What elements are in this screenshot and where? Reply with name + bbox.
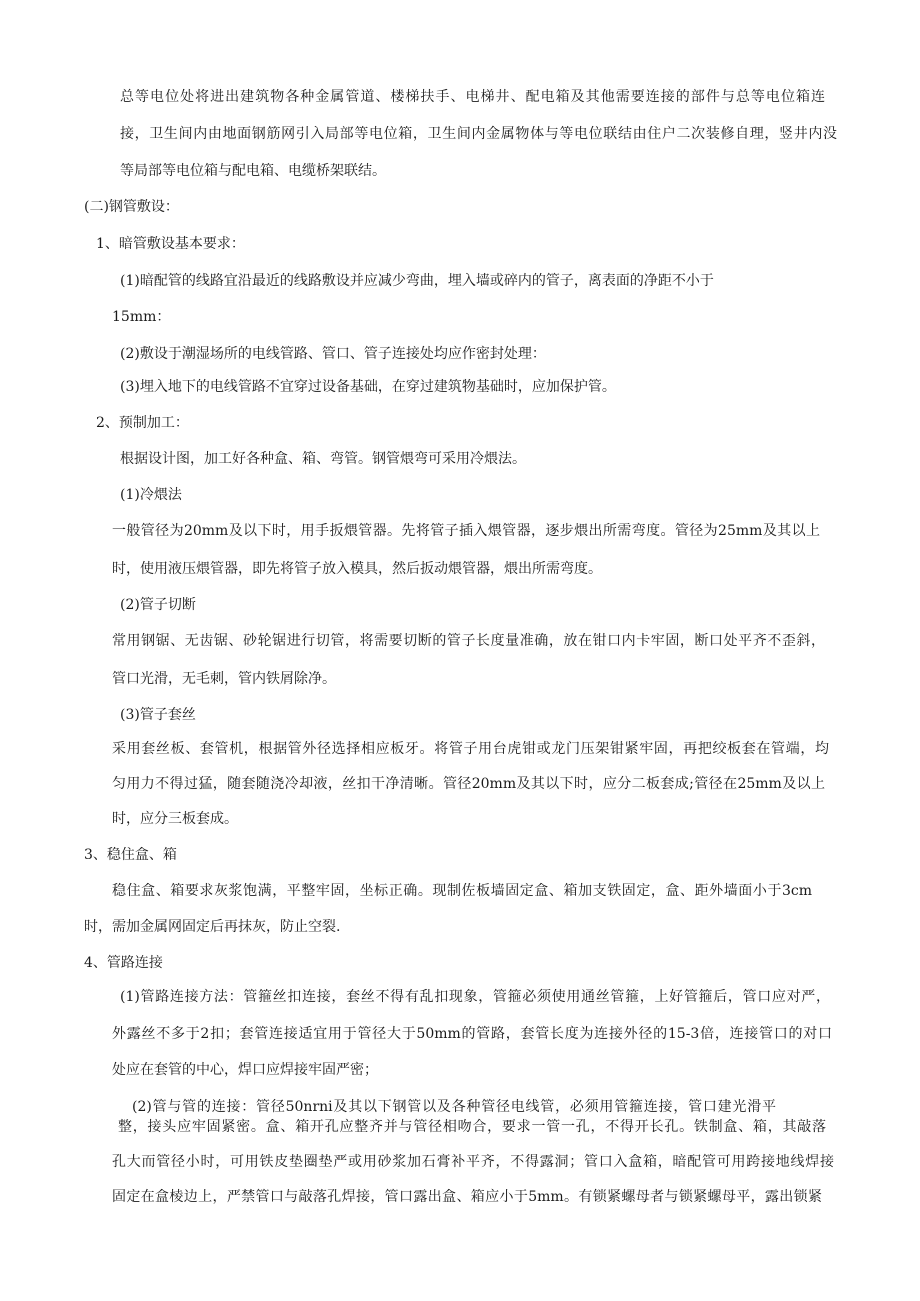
text-line: 孔大而管径小时，可用铁皮垫圈垫严或用砂浆加石膏补平齐，不得露洞；管口入盒箱，暗配管可用跨接地线焊接 (112, 1154, 834, 1170)
text-line: (1)暗配管的线路宜沿最近的线路敷设并应减少弯曲，埋入墙或碎内的管子，离表面的净距不小于 (120, 273, 714, 289)
text-line: (2)敷设于潮湿场所的电线管路、管口、管子连接处均应作密封处理： (120, 346, 546, 362)
text-line: 时，需加金属网固定后再抹灰，防止空裂. (84, 919, 341, 935)
subsection-heading: 3、稳住盒、箱 (84, 847, 177, 863)
text-line: 等局部等电位箱与配电箱、电缆桥架联结。 (120, 163, 386, 179)
text-line: 总等电位处将进出建筑物各种金属管道、楼梯扶手、电梯井、配电箱及其他需要连接的部件与总等电位箱连 (120, 89, 825, 105)
subsection-heading: 2、预制加工： (96, 415, 189, 431)
item-heading: (1)冷煨法 (120, 487, 182, 503)
text-line: 处应在套管的中心，焊口应焊接牢固严密； (112, 1062, 378, 1078)
text-line: (2)管与管的连接：管径50nrni及其以下钢管以及各种管径电线管，必须用管箍连接，管口建光滑平 (132, 1099, 776, 1115)
item-heading: (3)管子套丝 (120, 707, 196, 723)
text-line: 根据设计图，加工好各种盒、箱、弯管。钢管煨弯可采用冷煨法。 (120, 451, 526, 467)
text-line: 外露丝不多于2扣；套管连接适宜用于管径大于50mm的管路，套管长度为连接外径的15-3倍，连接管口的对口 (112, 1026, 832, 1042)
item-heading: (2)管子切断 (120, 597, 196, 613)
text-line: 接，卫生间内由地面钢筋网引入局部等电位箱，卫生间内金属物体与等电位联结由住户二次装修自理，竖井内没 (120, 126, 837, 142)
subsection-heading: 4、管路连接 (84, 955, 163, 971)
text-line: 固定在盒棱边上，严禁管口与敲落孔焊接，管口露出盒、箱应小于5mm。有锁紧螺母者与锁紧螺母平，露出锁紧 (112, 1189, 822, 1205)
text-line: 匀用力不得过猛，随套随浇冷却液，丝扣干净清晰。管径20mm及其以下时，应分二板套成;管径在25mm及以上 (112, 776, 825, 792)
text-line: 15mm： (112, 309, 171, 325)
text-line: 稳住盒、箱要求灰浆饱满，平整牢固，坐标正确。现制佐板墙固定盒、箱加支铁固定，盒、距外墙面小于3cm (112, 883, 812, 899)
text-line: 常用钢锯、无齿锯、砂轮锯进行切管，将需要切断的管子长度量准确，放在钳口内卡牢固，断口处平齐不歪斜， (112, 633, 825, 649)
text-line: 一般管径为20mm及以下时，用手扳煨管器。先将管子插入煨管器，逐步煨出所需弯度。管径为25mm及其以上 (112, 523, 820, 539)
text-line: (3)埋入地下的电线管路不宜穿过设备基础，在穿过建筑物基础时，应加保护管。 (120, 379, 616, 395)
text-line: 整，接头应牢固紧密。盒、箱开孔应整齐并与管径相吻合，要求一管一孔，不得开长孔。铁制盒、箱，其敲落 (118, 1119, 826, 1135)
text-line: (1)管路连接方法：管箍丝扣连接，套丝不得有乱扣现象，管箍必须使用通丝管箍，上好管箍后，管口应对严， (120, 989, 830, 1005)
text-line: 管口光滑，无毛刺，管内铁屑除净。 (112, 671, 336, 687)
section-heading: (二)钢管敷设： (84, 199, 179, 215)
text-line: 时，应分三板套成。 (112, 811, 238, 827)
subsection-heading: 1、暗管敷设基本要求： (96, 236, 245, 252)
text-line: 时，使用液压煨管器，即先将管子放入模具，然后扳动煨管器，煨出所需弯度。 (112, 561, 602, 577)
text-line: 采用套丝板、套管机，根据管外径选择相应板牙。将管子用台虎钳或龙门压架钳紧牢固，再把绞板套在管端，均 (112, 741, 829, 757)
